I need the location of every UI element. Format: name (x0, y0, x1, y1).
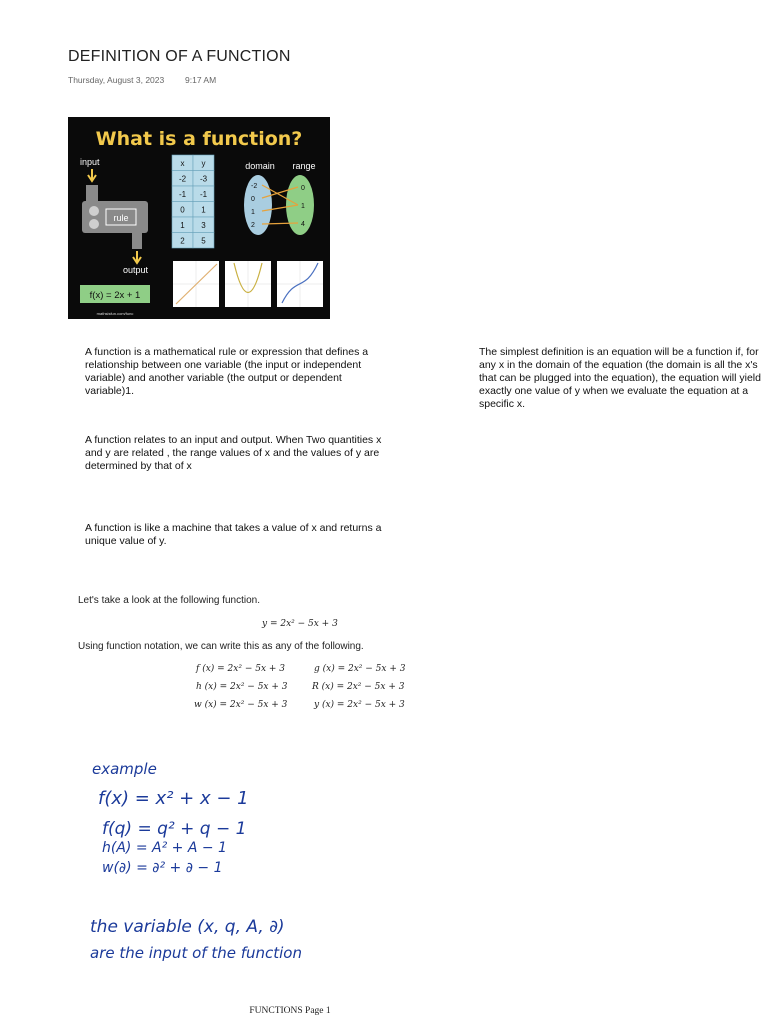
equation-f: f (x) = 2x² − 5x + 3 (196, 664, 286, 674)
range-value: 1 (301, 203, 305, 210)
math-intro-1: Let's take a look at the following function. (78, 595, 261, 606)
handwritten-line: the variable (x, q, A, ∂) (90, 917, 285, 937)
table-header-text: y (201, 159, 206, 168)
table-cell-text: -1 (178, 190, 187, 199)
equation-y: y (x) = 2x² − 5x + 3 (314, 700, 405, 710)
handwritten-line: example (92, 760, 157, 778)
domain-value: 0 (251, 196, 255, 203)
table-cell-text: 0 (180, 205, 185, 215)
page-title: DEFINITION OF A FUNCTION (68, 48, 291, 65)
table-cell-text: -1 (199, 190, 208, 199)
range-label: range (292, 161, 316, 171)
domain-value: 2 (251, 222, 255, 229)
table-cell-text: 5 (201, 236, 206, 246)
main-equation: y = 2x² − 5x + 3 (262, 619, 338, 629)
note-definition: A function is a mathematical rule or expression that defines a relationship between one variable (the input or independent variable) and another variable (the output or dependent variable)1. (85, 346, 369, 397)
table-header-text: x (180, 159, 185, 168)
rule-label: rule (113, 213, 129, 223)
domain-label: domain (245, 161, 275, 171)
table-cell-text: -3 (199, 174, 208, 184)
handwritten-line: f(x) = x² + x − 1 (98, 788, 249, 809)
table-cell-text: 1 (201, 205, 206, 215)
page-date: Thursday, August 3, 2023 (68, 75, 165, 85)
page-time: 9:17 AM (185, 75, 217, 85)
table-cell-text: -2 (178, 174, 187, 184)
table-cell-text: 1 (180, 221, 185, 230)
output-label: output (123, 265, 149, 275)
domain-value: -2 (251, 183, 258, 190)
handwritten-notes (80, 752, 380, 982)
math-intro-2: Using function notation, we can write this as any of the following. (78, 641, 364, 652)
range-value: 4 (301, 221, 305, 228)
handwritten-line: h(A) = A² + A − 1 (102, 840, 227, 856)
domain-value: 1 (251, 209, 255, 216)
credit-text: mathsisfun.com/func (96, 311, 134, 316)
input-label: input (80, 157, 100, 167)
range-value: 0 (301, 185, 305, 192)
handwritten-line: w(∂) = ∂² + ∂ − 1 (102, 860, 223, 876)
page-footer: FUNCTIONS Page 1 (249, 1006, 331, 1016)
handwritten-line: are the input of the function (90, 944, 302, 962)
equation-w: w (x) = 2x² − 5x + 3 (194, 700, 288, 710)
xy-table (172, 155, 214, 248)
equation-h: h (x) = 2x² − 5x + 3 (196, 682, 288, 692)
equation-g: g (x) = 2x² − 5x + 3 (314, 664, 406, 674)
function-infographic (68, 117, 330, 319)
handwritten-line: f(q) = q² + q − 1 (102, 819, 247, 839)
table-cell-text: 3 (201, 221, 206, 230)
table-cell-text: 2 (180, 236, 185, 246)
note-simplest-definition: The simplest definition is an equation will be a function if, for any x in the domain of the equation (the domain is all the x's that can be plugged into the equation), the equation will yield exactly one value of y when we evaluate the equation at a specific x. (479, 346, 761, 410)
note-input-output: A function relates to an input and output. When Two quantities x and y are related , the range values of x and the values of y are determined by that of x (85, 434, 382, 472)
infographic-title: What is a function? (95, 128, 303, 150)
equation-R: R (x) = 2x² − 5x + 3 (312, 682, 405, 692)
note-machine: A function is like a machine that takes a value of x and returns a unique value of y. (85, 522, 382, 547)
formula-label: f(x) = 2x + 1 (89, 290, 141, 301)
